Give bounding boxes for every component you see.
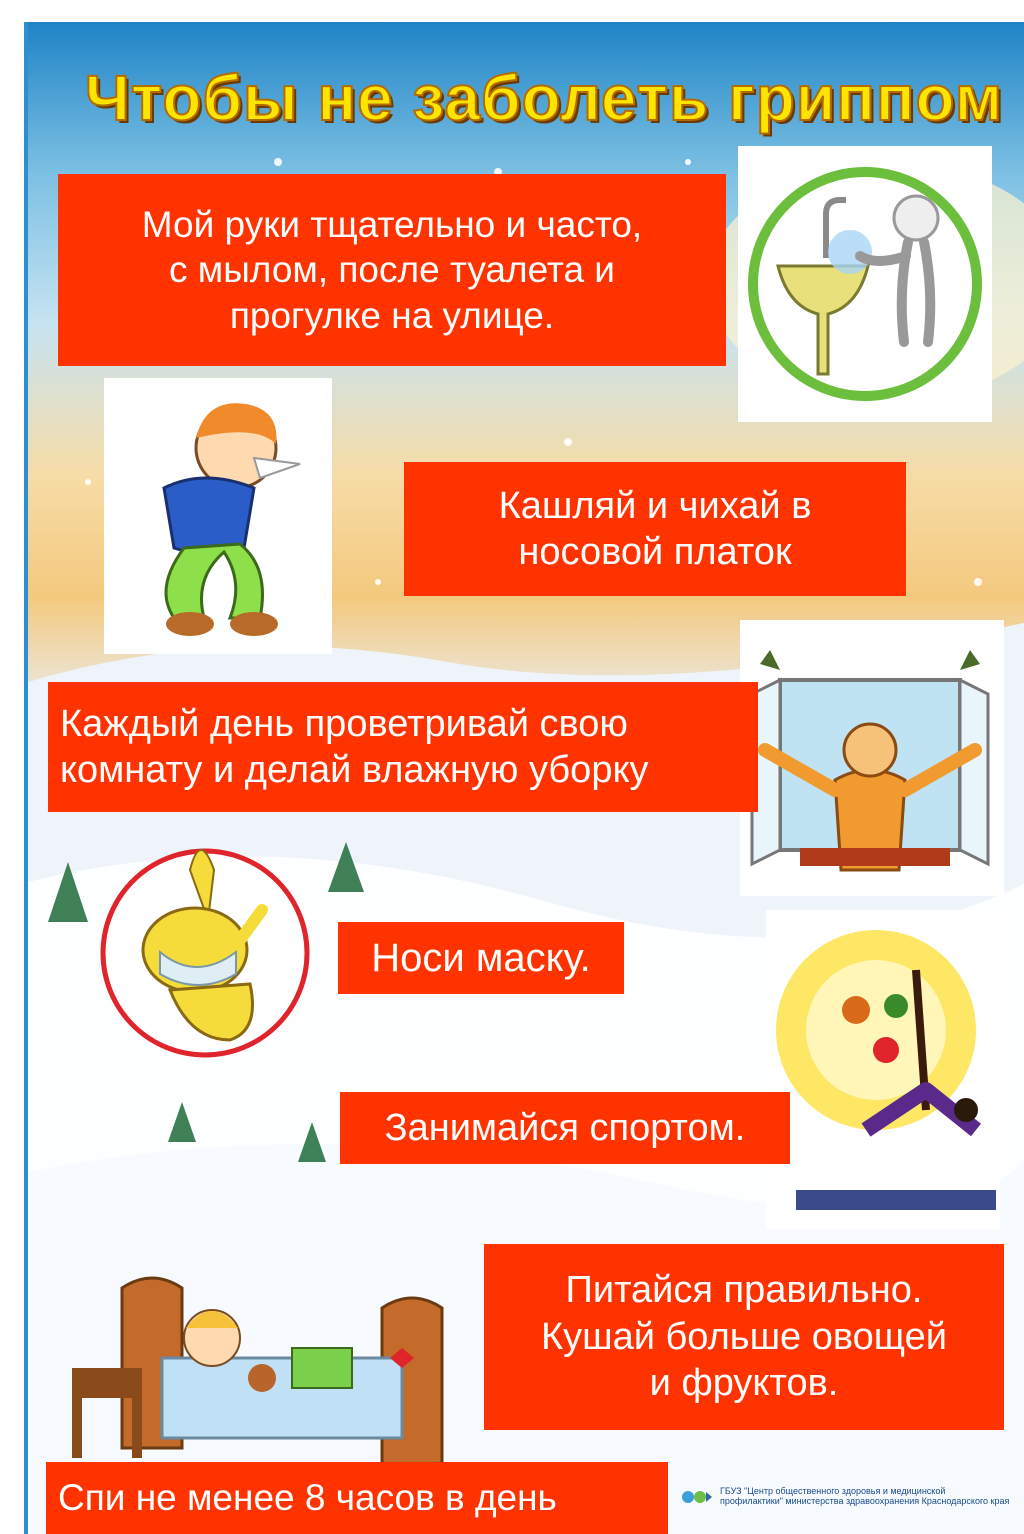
tip-wash-hands-text: Мой руки тщательно и часто, с мылом, после туалета и прогулке на улице. xyxy=(141,204,643,336)
tip-cough-handkerchief xyxy=(404,462,906,596)
tip-exercise xyxy=(340,1092,790,1164)
tip-ventilate-room-text: Каждый день проветривай свою комнату и делай влажную уборку xyxy=(60,702,649,791)
poster-title-text: Чтобы не заболеть гриппом xyxy=(84,62,1004,134)
tip-eat-healthy xyxy=(484,1244,1004,1430)
sneezing-boy-icon xyxy=(104,378,332,654)
publisher-credit xyxy=(680,1486,1010,1530)
tip-sleep xyxy=(46,1462,668,1534)
tip-wear-mask-text: Носи маску. xyxy=(371,935,591,980)
tip-wear-mask xyxy=(338,922,624,994)
publisher-credit-text: ГБУЗ "Центр общественного здоровья и медицинской профилактики" министерства здравоохранения Краснодарского края xyxy=(720,1486,1010,1507)
poster xyxy=(24,22,1024,1534)
health-center-logo-icon xyxy=(680,1488,714,1506)
tip-eat-healthy-text: Питайся правильно. Кушай больше овощей и фруктов. xyxy=(541,1269,947,1405)
tip-cough-handkerchief-text: Кашляй и чихай в носовой платок xyxy=(498,484,812,573)
masked-pikachu-icon xyxy=(100,840,310,1066)
open-window-icon xyxy=(740,620,1004,896)
washing-hands-icon xyxy=(738,146,992,422)
poster-title xyxy=(64,48,1024,148)
tip-sleep-text: Спи не менее 8 часов в день xyxy=(58,1477,557,1519)
sleeping-child-icon xyxy=(62,1248,476,1484)
yoga-pose-icon xyxy=(766,910,1000,1230)
tip-wash-hands xyxy=(58,174,726,366)
tip-ventilate-room xyxy=(48,682,758,812)
tip-exercise-text: Занимайся спортом. xyxy=(384,1106,746,1149)
